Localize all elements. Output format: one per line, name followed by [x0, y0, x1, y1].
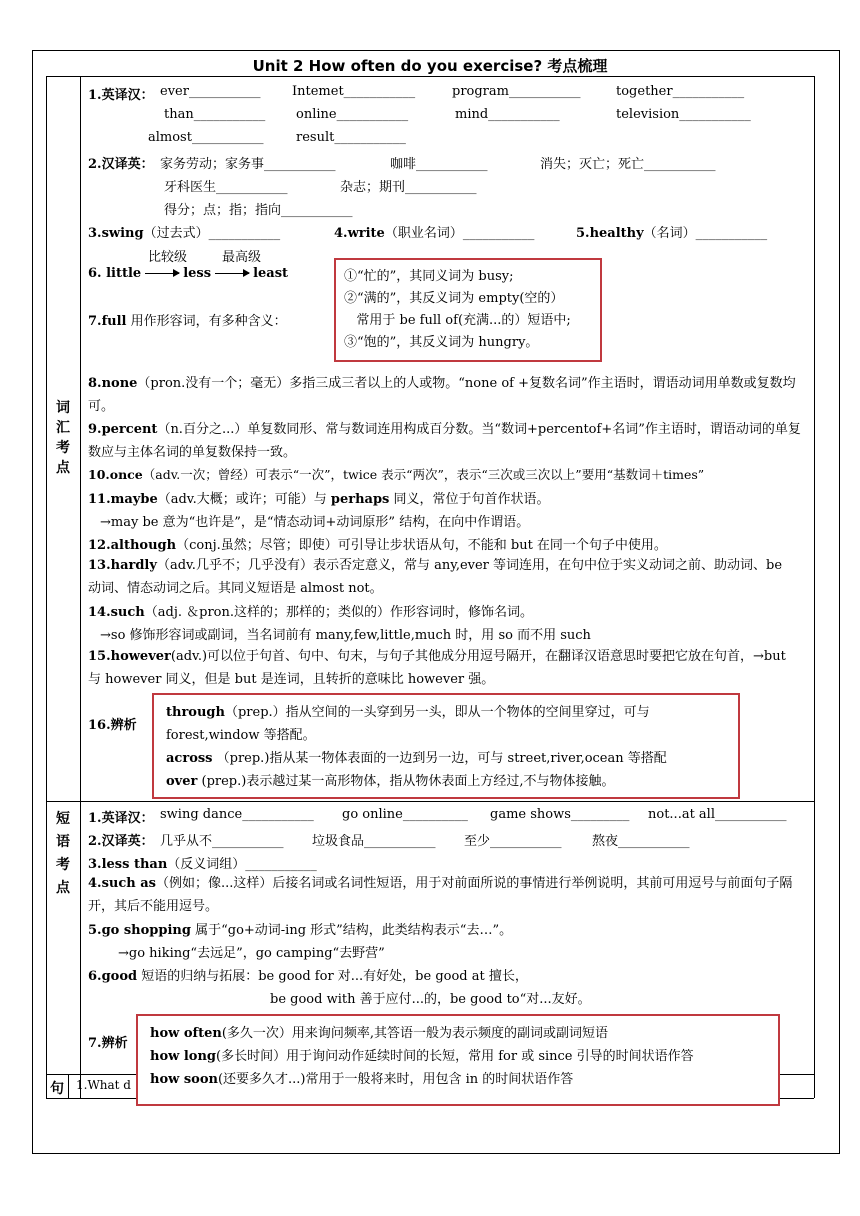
q-label: 1.英译汉：: [88, 88, 154, 103]
q-text: （adj. ＆pron.这样的；那样的；类似的）作形容词时，修饰名词。: [144, 605, 534, 620]
q-text: （prep.）指从空间的一头穿到另一头，即从一个物体的空间里穿过，可与 forest,window 等搭配。: [166, 705, 650, 743]
table-right-border: [814, 76, 815, 1098]
blank-item: 得分；点；指；指向___________: [164, 203, 353, 218]
phrase-q3: [88, 853, 317, 872]
blank-item: go online__________: [342, 807, 468, 822]
side-char: 语: [56, 834, 70, 850]
vocab-q6-row: [88, 266, 288, 281]
vocab-q14-note: →so 修饰形容词或副词，当名词前有 many,few,little,much 时，用 so 而不用 such: [100, 628, 591, 643]
blank-item: 熬夜___________: [592, 834, 690, 849]
phrase-q6-note: be good with 善于应付...的，be good to“对...友好。: [270, 992, 591, 1007]
phrase-section-label: [54, 808, 72, 900]
q-text: （职业名词）___________: [384, 226, 535, 241]
comparative-label: 比较级: [148, 250, 188, 265]
box-line: [150, 1068, 770, 1091]
vocab-q14: [88, 601, 533, 620]
section-divider: [46, 801, 814, 802]
q-label: 11.maybe: [88, 492, 158, 507]
q-label: 4.such as: [88, 876, 156, 891]
table-left-border: [46, 76, 47, 1098]
q-text: 短语的归纳与拓展：be good for 对...有好处，be good at 擅长，: [137, 969, 528, 984]
vocab-q11: [88, 488, 550, 507]
blank-item: than___________: [164, 107, 266, 122]
phrase-q5: [88, 919, 512, 938]
q-keyword: how long: [150, 1049, 216, 1064]
q-text: （adv.一次；曾经）可表示“一次”，twice 表示“两次”，表示“三次或三次以上”要用“基数词＋times”: [142, 467, 705, 482]
side-char: 考: [56, 857, 70, 873]
side-char: 汇: [56, 420, 70, 436]
blank-item: 牙科医生___________: [164, 180, 288, 195]
vocab-q4-row: [334, 222, 534, 241]
q-text: （反义词组）___________: [167, 857, 317, 872]
q-label: 10.once: [88, 467, 143, 482]
blank-item: program___________: [452, 84, 581, 99]
blank-item: 至少___________: [464, 834, 562, 849]
q-label: 13.hardly: [88, 558, 157, 573]
blank-item: 几乎从不___________: [160, 834, 284, 849]
blank-item: Intemet___________: [292, 84, 416, 99]
blank-item: swing dance___________: [160, 807, 314, 822]
phrase-q4: [88, 872, 810, 918]
q-text: (多长时间）用于询问动作延续时间的长短，常用 for 或 since 引导的时间状语作答: [216, 1049, 694, 1064]
side-char: 考: [56, 440, 70, 456]
box-line: ②“满的”，其反义词为 empty(空的）: [344, 291, 564, 306]
q-label: 7.full: [88, 314, 127, 329]
q-text: （过去式）___________: [143, 226, 281, 241]
q-keyword: how soon: [150, 1072, 218, 1087]
sentence-item: 1.What d: [76, 1078, 131, 1092]
q-text: (还要多久才...)常用于一般将来时，用包含 in 的时间状语作答: [217, 1072, 574, 1087]
q-label: 12.although: [88, 538, 177, 553]
q-text: （adv.大概；或许；可能）与: [157, 492, 331, 507]
q-keyword: how often: [150, 1026, 222, 1041]
q-label: 6.good: [88, 969, 138, 984]
blank-item: television___________: [616, 107, 751, 122]
vocab-q9: [88, 418, 810, 464]
q-label: 5.go shopping: [88, 923, 191, 938]
box-line: [150, 1045, 770, 1068]
vocab-q10: [88, 465, 704, 483]
box-line: ①“忙的”，其同义词为 busy;: [344, 269, 514, 284]
q-text: （pron.没有一个；毫无）多指三成三者以上的人或物。“none of +复数名词”作主语时，谓语动词用单数或复数均可。: [88, 376, 796, 414]
q-label: 3.swing: [88, 226, 144, 241]
vocab-q15: [88, 645, 788, 691]
page-title: Unit 2 How often do you exercise? 考点梳理: [252, 57, 608, 75]
box-line: 常用于 be full of(充满...的）短语中;: [344, 313, 571, 328]
q-keyword: perhaps: [330, 492, 390, 507]
q-text: （n.百分之...）单复数同形、常与数词连用构成百分数。当“数词+percentof+名词”作主语时，谓语动词的单复数应与主体名词的单复数保持一致。: [88, 422, 801, 460]
side-column-divider: [80, 76, 81, 1098]
q-text: (adv.)可以位于句首、句中、句末，与句子其他成分用逗号隔开，在翻译汉语意思时要把它放在句首，→but 与 however 同义，但是 but 是连词，且转折的意味比 however 强。: [88, 649, 786, 687]
side-char: 点: [56, 880, 70, 896]
word: 6. little: [88, 266, 142, 281]
vocab-q13: [88, 554, 788, 600]
q-label: 16.辨析: [88, 718, 137, 733]
vocab-q3-row: [88, 222, 280, 241]
q-label: 2.汉译英：: [88, 834, 154, 849]
q-label: 2.汉译英：: [88, 157, 154, 172]
superlative-label: 最高级: [222, 250, 262, 265]
q-keyword: through: [166, 705, 225, 720]
q-label: 14.such: [88, 605, 145, 620]
sentence-col-divider: [68, 1074, 69, 1098]
blank-item: game shows_________: [490, 807, 630, 822]
blank-item: 垃圾食品___________: [312, 834, 436, 849]
q-text: （名词）___________: [643, 226, 768, 241]
q-label: 8.none: [88, 376, 138, 391]
vocab-q1-row1: [88, 84, 154, 103]
blank-item: online___________: [296, 107, 409, 122]
blank-item: not...at all___________: [648, 807, 787, 822]
q-label: 3.less than: [88, 857, 168, 872]
phrase-q6: [88, 965, 528, 984]
vocab-q7-row: [88, 310, 287, 329]
full-meanings-box: [334, 258, 602, 362]
q-label: 1.英译汉：: [88, 811, 154, 826]
q-text: 属于“go+动词-ing 形式”结构，此类结构表示“去…”。: [190, 923, 513, 938]
arrow-icon: [215, 273, 249, 274]
through-across-over-box: [152, 693, 740, 799]
q-text: 同义，常位于句首作状语。: [389, 492, 550, 507]
sentence-section-label: 句: [50, 1081, 64, 1097]
blank-item: 咖啡___________: [390, 157, 488, 172]
q-keyword: across: [166, 751, 213, 766]
q-text: （conj.虽然；尽管；即使）可引导让步状语从句，不能和 but 在同一个句子中使用。: [176, 538, 667, 553]
arrow-icon: [145, 273, 179, 274]
vocab-q11-note: →may be 意为“也许是”，是“情态动词+动词原形” 结构，在向中作谓语。: [100, 515, 530, 530]
blank-item: 家务劳动；家务事___________: [160, 157, 336, 172]
blank-item: almost___________: [148, 130, 264, 145]
side-char: 短: [56, 811, 70, 827]
q-label: 9.percent: [88, 422, 158, 437]
q-text: （prep.)指从某一物体表面的一边到另一边，可与 street,river,ocean 等搭配: [212, 751, 667, 766]
vocab-q5-row: [576, 222, 767, 241]
q-label: 7.辨析: [88, 1036, 128, 1051]
q-label: 5.healthy: [576, 226, 644, 241]
how-often-box: [136, 1014, 780, 1106]
word: less: [183, 266, 212, 281]
blank-item: mind___________: [455, 107, 560, 122]
vocab-section-label: [54, 398, 72, 478]
box-line: [150, 1022, 770, 1045]
blank-item: ever___________: [160, 84, 261, 99]
q-text: （adv.几乎不；几乎没有）表示否定意义，常与 any,ever 等词连用，在句中位于实义动词之前、助动词、be 动词、情态动词之后。其同义短语是 almost not。: [88, 558, 783, 596]
blank-item: together___________: [616, 84, 745, 99]
q-text: (多久一次）用来询问频率,其答语一般为表示频度的副词或副词短语: [221, 1026, 609, 1041]
vocab-q8: [88, 372, 810, 418]
word: least: [253, 266, 289, 281]
side-char: 点: [56, 460, 70, 476]
q-keyword: over: [166, 774, 198, 789]
blank-item: 杂志；期刊___________: [340, 180, 477, 195]
q-text: （例如；像...这样）后接名词或名词性短语，用于对前面所说的事情进行举例说明，其前可用逗号与前面句子隔开，其后不能用逗号。: [88, 876, 793, 914]
blank-item: 消失；灭亡；死亡___________: [540, 157, 716, 172]
title-divider: [46, 76, 814, 77]
q-text: (prep.)表示越过某一高形物体，指从物休表面上方经过,不与物体接触。: [197, 774, 615, 789]
q-label: 15.however: [88, 649, 171, 664]
q-text: 用作形容词，有多种含义：: [126, 314, 287, 329]
q-label: 4.write: [334, 226, 385, 241]
box-line: ③“饱的”，其反义词为 hungry。: [344, 335, 539, 350]
blank-item: result___________: [296, 130, 406, 145]
side-char: 词: [56, 400, 70, 416]
vocab-q12: [88, 534, 667, 553]
phrase-q5-note: →go hiking“去远足”，go camping“去野营”: [118, 946, 385, 961]
